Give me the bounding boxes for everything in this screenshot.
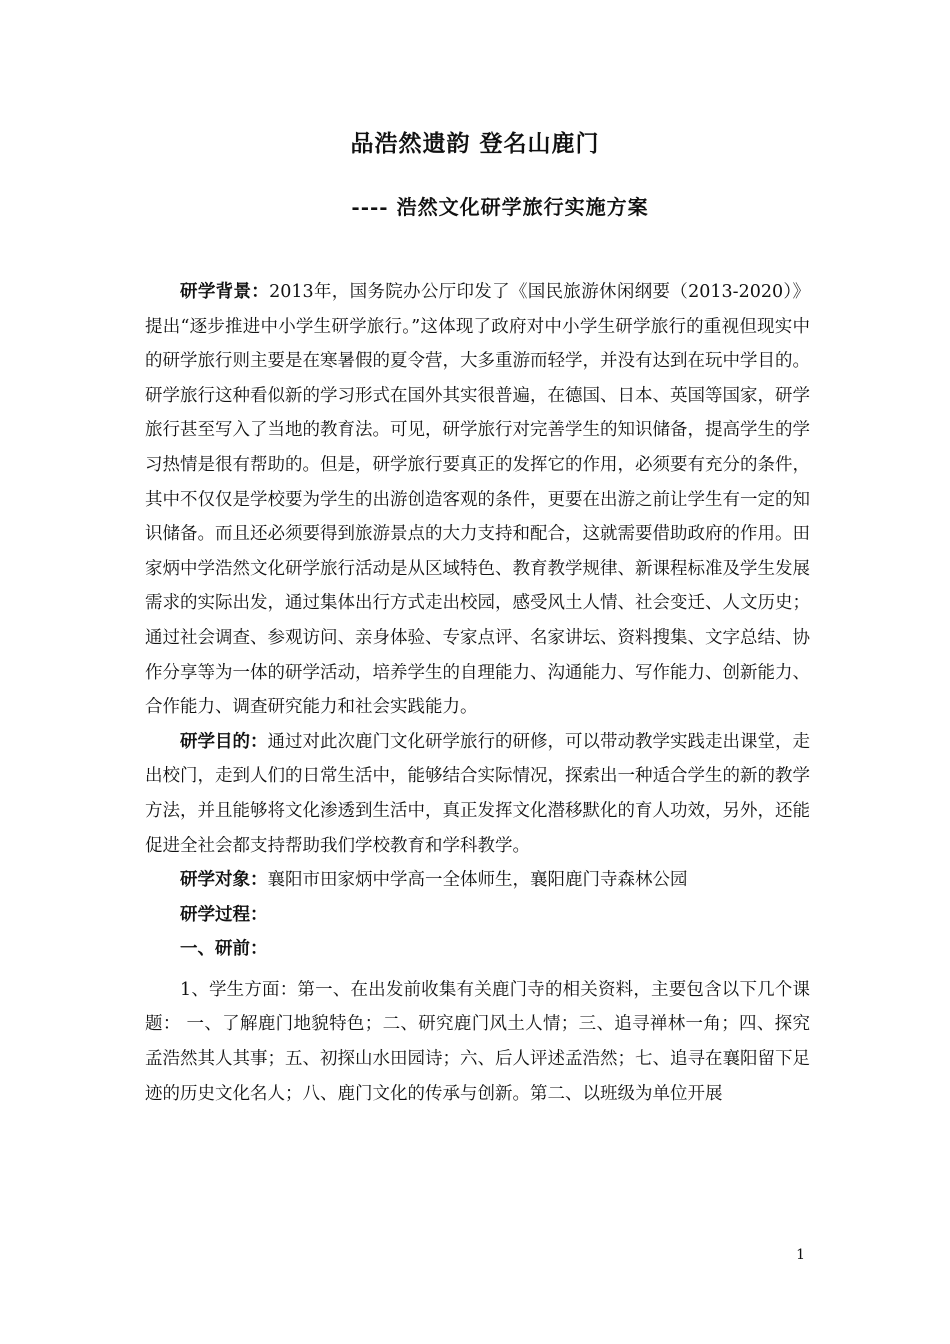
target-text: 襄阳市田家炳中学高一全体师生，襄阳鹿门寺森林公园 [267,870,688,891]
purpose-text: 通过对此次鹿门文化研学旅行的研修，可以带动教学实践走出课堂，走出校门，走到人们的日常生活中，能够结合实际情况，探索出一种适合学生的新的教学方法，并且能够将文化渗透到生活中，真正发挥文化潜移默化的育人功效，另外，还能促进全社会都支持帮助我们学校教育和学科教学。 [145,731,810,856]
pre-research-label: 一、研前： [180,939,268,960]
target-label: 研学对象： [180,870,268,891]
purpose-label: 研学目的： [180,731,268,752]
background-label: 研学背景： [180,282,270,302]
background-paragraph [145,275,810,725]
students-text: 1、学生方面：第一、在出发前收集有关鹿门寺的相关资料，主要包含以下几个课题： 一、了解鹿门地貌特色；二、研究鹿门风土人情；三、追寻禅林一角；四、探究孟浩然其人其事；五、初探山水田园诗；六、后人评述孟浩然；七、追寻在襄阳留下足迹的历史文化名人；八、鹿门文化的传承与创新。第二、以班级为单位开展 [145,979,810,1104]
target-paragraph [145,863,810,898]
pre-research-heading [145,932,810,967]
process-label: 研学过程： [180,904,268,925]
page-number: 1 [796,1247,805,1263]
process-heading [145,898,810,933]
document-title: 品浩然遗韵 登名山鹿门 [350,130,600,157]
purpose-paragraph [145,725,810,863]
document-body [145,275,810,1111]
document-subtitle: ---- 浩然文化研学旅行实施方案 [351,195,649,219]
background-text: 2013年，国务院办公厅印发了《国民旅游休闲纲要（2013-2020）》提出“逐步推进中小学生研学旅行。”这体现了政府对中小学生研学旅行的重视但现实中的研学旅行则主要是在寒暑假的夏令营，大多重游而轻学，并没有达到在玩中学目的。研学旅行这种看似新的学习形式在国外其实很普遍，在德国、日本、英国等国家，研学旅行甚至写入了当地的教育法。可见，研学旅行对完善学生的知识储备，提高学生的学习热情是很有帮助的。但是，研学旅行要真正的发挥它的作用，必须要有充分的条件，其中不仅仅是学校要为学生的出游创造客观的条件，更要在出游之前让学生有一定的知识储备。而且还必须要得到旅游景点的大力支持和配合，这就需要借助政府的作用。田家炳中学浩然文化研学旅行活动是从区域特色、教育教学规律、新课程标准及学生发展需求的实际出发，通过集体出行方式走出校园，感受风土人情、社会变迁、人文历史；通过社会调查、参观访问、亲身体验、专家点评、名家讲坛、资料搜集、文字总结、协作分享等为一体的研学活动，培养学生的自理能力、沟通能力、写作能力、创新能力、合作能力、调查研究能力和社会实践能力。 [145,282,810,718]
students-paragraph [145,973,810,1111]
